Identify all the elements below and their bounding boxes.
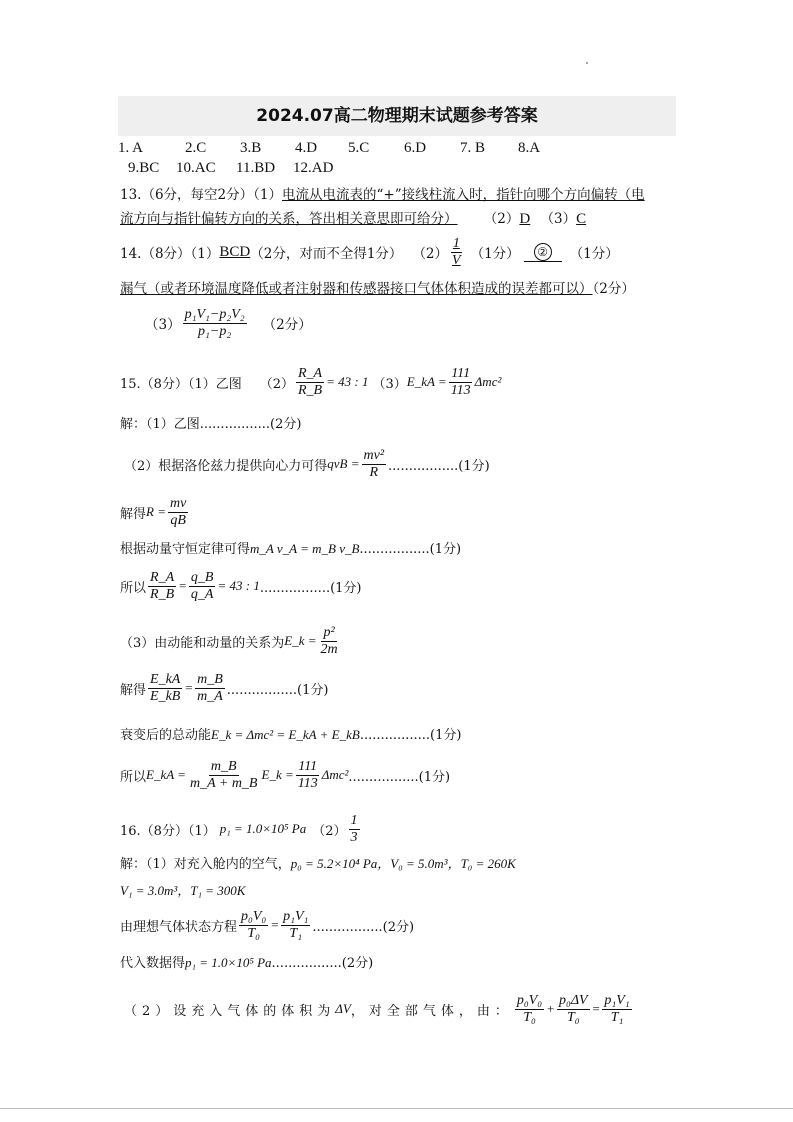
q14-answer-leak: 漏气（或者环境温度降低或者注射器和传感器接口气体体积造成的误差都可以）	[120, 281, 593, 297]
q15-ratio-num: R_A	[298, 366, 323, 382]
q15-sol3-text: 解得	[120, 506, 147, 522]
q15-sol9-den1: m_A + m_B	[189, 775, 258, 791]
mc-answer-8: 8.A	[518, 140, 541, 156]
q15-sol9	[120, 754, 450, 796]
q15-sol9-fraction2	[296, 759, 320, 791]
mc-answer-9: 9.BC	[128, 160, 160, 176]
q14-answer3-den: p₁−p₂	[198, 323, 232, 339]
q15-sol7-den1: E_kB	[150, 688, 181, 704]
q15-sol9-num1: m_B	[210, 759, 237, 775]
q15-sol9-lhs: E_kA =	[146, 767, 186, 782]
speck	[586, 62, 588, 64]
q16-sol2-num1: p₀V₀	[241, 909, 267, 925]
q15-sol5	[120, 566, 362, 606]
q16-sol4-plus: +	[546, 1001, 555, 1016]
q15-sol5-den1: R_B	[150, 586, 175, 602]
q15-sol5-value: = 43 : 1	[217, 578, 260, 593]
q13-answer2: D	[519, 211, 531, 227]
q15-sol2-text: （2）根据洛伦兹力提供向心力可得	[124, 458, 328, 474]
q15-sol7-text: 解得	[120, 682, 147, 698]
q15-sol2-den: R	[369, 464, 379, 480]
q15-sol8-text: 衰变后的总动能	[120, 728, 212, 743]
q15-part2: （2）	[259, 376, 294, 392]
page-title: 2024.07高二物理期末试题参考答案	[256, 106, 538, 126]
mc-answer-10: 10.AC	[176, 160, 216, 176]
q16-sol2-text: 由理想气体状态方程	[120, 919, 238, 935]
q15-sol9-rhs: Δmc²	[321, 767, 349, 782]
q15-sol7	[120, 668, 328, 708]
q15-header: 15.（8分）（1）乙图	[120, 376, 242, 392]
q15-sol3-fraction	[168, 496, 188, 528]
circled-two-icon: ②	[534, 243, 552, 261]
q15-sol5-num1: R_A	[150, 570, 175, 586]
q14-answer2-fraction	[450, 236, 463, 268]
q13-answer3: C	[576, 211, 587, 227]
q15-sol5-fraction2	[189, 570, 216, 602]
q15-sol6-fraction	[319, 625, 340, 657]
q15-sol3-lhs: R =	[146, 504, 166, 519]
q16-answer2-den: 3	[350, 829, 358, 845]
q15-sol9-fraction1	[188, 759, 260, 791]
q16-sol3-eq: p₁ = 1.0×10⁵ Pa	[185, 955, 272, 970]
footer-rule	[0, 1108, 793, 1109]
q15-ek-fraction	[449, 366, 473, 398]
q15-sol6-num: p²	[323, 625, 335, 641]
q15-sol4	[120, 538, 461, 557]
mc-answer-12: 12.AD	[293, 160, 334, 176]
q16-sol1-text: 解：（1）对充入舱内的空气，	[120, 857, 291, 872]
q15-sol9-text: 所以	[120, 769, 147, 785]
mc-answer-7: 7. B	[460, 140, 486, 156]
q15-header-line	[120, 361, 501, 403]
q15-sol7-den2: m_A	[197, 688, 223, 704]
q16-sol4-fraction2	[557, 993, 590, 1025]
q16-sol2-fraction2	[281, 909, 310, 941]
q14-answer1: BCD	[219, 243, 251, 260]
q15-sol2-lhs: qvB =	[327, 456, 360, 471]
q16-sol2-score: .................(2分)	[312, 919, 415, 935]
q16-part2: （2）	[312, 823, 347, 839]
q14-answer2-den: V	[452, 252, 461, 268]
q15-sol7-mid: =	[184, 680, 194, 695]
q15-sol7-fraction2	[195, 672, 225, 704]
q15-sol3-num: mv	[169, 496, 187, 512]
q15-sol8-score: .................(1分)	[359, 728, 462, 743]
mc-answer-6: 6.D	[404, 140, 427, 156]
q16-header: 16.（8分）（1）	[120, 823, 216, 839]
q14-line2	[120, 277, 635, 297]
q16-answer1: p₁ = 1.0×10⁵ Pa	[219, 821, 307, 836]
mc-answer-3: 3.B	[240, 140, 262, 156]
q16-sol3	[120, 952, 373, 971]
q13-part2: （2）	[483, 211, 520, 227]
q15-sol6	[120, 621, 342, 661]
q15-sol8-eq: E_k = Δmc² = E_kA + E_kB	[211, 727, 360, 742]
q16-answer2-fraction	[349, 813, 360, 845]
q15-sol9-den2: 113	[297, 775, 318, 791]
q16-sol2-den2: T₁	[289, 925, 303, 941]
q14-part2: （2）	[412, 246, 449, 262]
q16-sol2-num2: p₁V₁	[283, 909, 309, 925]
q15-sol9-mid: E_k =	[261, 767, 294, 782]
q15-sol2-score: .................(1分)	[388, 458, 490, 474]
q16-sol3-text: 代入数据得	[120, 956, 186, 971]
q15-ek-lhs: E_kA =	[406, 374, 447, 389]
q16-sol1-eq: p₀ = 5.2×10⁴ Pa，V₀ = 5.0m³，T₀ = 260K	[290, 856, 516, 871]
q14-note1: （2分，对而不全得1分）	[250, 246, 403, 262]
mc-answer-2: 2.C	[185, 140, 207, 156]
q16-sol1b: V₁ = 3.0m³，T₁ = 300K	[120, 883, 246, 898]
mc-answer-11: 11.BD	[236, 160, 276, 176]
q14-score3: （2分）	[592, 281, 635, 297]
q15-sol2-fraction	[362, 448, 387, 480]
q14-answer2-num: 1	[452, 236, 460, 252]
q15-sol5-den2: q_A	[190, 586, 214, 602]
q16-sol4-den1: T₀	[523, 1009, 536, 1025]
q14-answer3-num: p₁V₁−p₂V₂	[184, 307, 245, 323]
q15-sol9-score: .................(1分)	[348, 769, 451, 785]
mc-answer-4: 4.D	[295, 140, 318, 156]
q15-sol7-num1: E_kA	[150, 672, 181, 688]
q16-sol2-fraction1	[239, 909, 268, 941]
q15-sol7-num2: m_B	[197, 672, 223, 688]
q16-sol4-den3: T₁	[610, 1009, 624, 1025]
q14-part3: （3）	[145, 317, 181, 333]
q16-sol4-equals: =	[591, 1001, 601, 1016]
q14-circle-answer	[524, 243, 562, 262]
q16-answer2-num: 1	[350, 813, 358, 829]
q15-ek-den: 113	[450, 382, 471, 398]
q15-sol9-num2: 111	[298, 759, 318, 775]
q15-sol2	[124, 446, 490, 482]
q15-sol4-text: 根据动量守恒定律可得	[120, 542, 251, 557]
q13-line2	[120, 207, 586, 228]
q15-sol5-num2: q_B	[190, 570, 214, 586]
q14-score2: （1分）	[569, 246, 619, 262]
q16-sol4-mid: ，对全部气体，由：	[350, 1003, 513, 1019]
q15-part3: （3）	[372, 376, 407, 392]
q15-ratio-fraction	[296, 366, 324, 398]
q13-answer1-line1: 电流从电流表的“+”接线柱流入时，指针向哪个方向偏转（电	[282, 187, 645, 203]
q14-prefix: 14.（8分）（1）	[120, 246, 220, 262]
q16-sol4-den2: T₀	[566, 1009, 580, 1025]
q13-line1	[120, 183, 645, 203]
q15-sol7-fraction1	[148, 672, 182, 704]
q15-sol7-score: .................(1分)	[226, 682, 329, 698]
q16-sol4-fraction1	[515, 993, 544, 1025]
q15-sol3-den: qB	[170, 512, 186, 528]
q16-sol4-num2: p₀ΔV	[558, 993, 588, 1009]
q16-sol4-num3: p₁V₁	[604, 993, 630, 1009]
q13-prefix: 13.（6分，每空2分）（1）	[120, 187, 282, 203]
q15-sol8	[120, 724, 461, 743]
q15-ratio-den: R_B	[298, 382, 323, 398]
q16-sol4	[124, 987, 680, 1031]
q15-sol5-fraction1	[148, 570, 176, 602]
q16-sol4-text: （2）设充入气体的体积为	[124, 1003, 336, 1019]
q16-sol4-var: ΔV	[335, 1001, 351, 1016]
q16-sol4-fraction3	[602, 993, 631, 1025]
q15-sol5-score: .................(1分)	[259, 580, 362, 596]
q15-sol3	[120, 494, 190, 530]
q15-ratio-value: = 43 : 1	[326, 374, 369, 389]
q15-ek-rhs: Δmc²	[474, 374, 502, 389]
q16-header-line	[120, 808, 362, 850]
q14-line1	[120, 232, 619, 272]
q15-sol2-num: mv²	[363, 448, 385, 464]
q13-part3: （3）	[540, 211, 577, 227]
q15-ek-num: 111	[451, 366, 471, 382]
q15-sol5-text: 所以	[120, 580, 147, 596]
q15-sol6-text: （3）由动能和动量的关系为	[120, 635, 285, 651]
mc-answer-5: 5.C	[348, 140, 370, 156]
q15-sol4-score: .................(1分)	[359, 542, 462, 557]
mc-answer-1: 1. A	[118, 140, 144, 156]
q16-sol2-den1: T₀	[247, 925, 260, 941]
q15-sol5-mid: =	[178, 578, 187, 593]
q14-line3	[145, 302, 312, 344]
q16-sol2	[120, 904, 414, 946]
q14-answer3-fraction	[183, 307, 247, 339]
q16-sol1	[120, 853, 516, 872]
q15-sol6-lhs: E_k =	[284, 633, 317, 648]
q15-sol1: 解：（1）乙图.................(2分)	[120, 417, 302, 432]
q16-sol2-mid: =	[270, 917, 280, 932]
q14-score1: （1分）	[470, 246, 520, 262]
q15-sol4-eq: m_A v_A = m_B v_B	[250, 541, 360, 556]
q15-sol6-den: 2m	[320, 641, 338, 657]
q14-score4: （2分）	[262, 317, 312, 333]
q13-answer1-line2: 流方向与指针偏转方向的关系，答出相关意思即可给分）	[120, 211, 458, 227]
q16-sol3-score: .................(2分)	[271, 956, 374, 971]
q16-sol4-num1: p₀V₀	[516, 993, 543, 1009]
